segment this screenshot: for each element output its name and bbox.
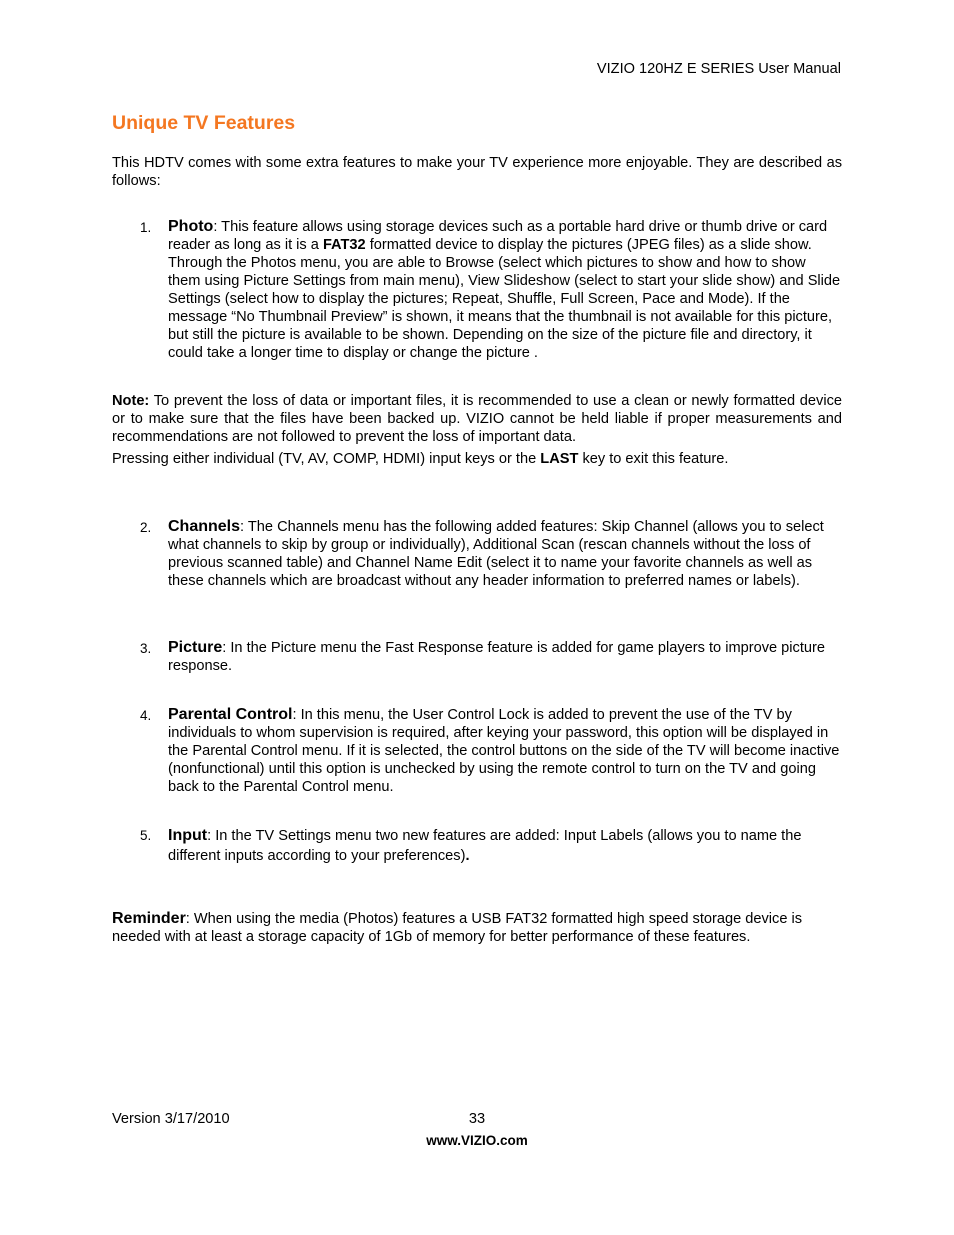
item-text: : The Channels menu has the following added features: Skip Channel (allows you to select what channels to skip by group or individually), Additional Scan (rescan channels without the loss of previous scanned table) and Channel Name Edit (select it to name your favorite channels as well as these channels which are broadcast without any header information to preferred names or labels).	[168, 519, 824, 589]
section-title: Unique TV Features	[112, 112, 296, 134]
term-parental-control: Parental Control	[168, 706, 293, 723]
list-number: 1.	[140, 220, 152, 235]
list-item-photo	[140, 218, 842, 362]
footer-url: www.VIZIO.com	[426, 1133, 528, 1148]
list-number: 3.	[140, 641, 152, 656]
item-tail: .	[465, 848, 470, 864]
note-text: To prevent the loss of data or important files, it is recommended to use a clean or newly formatted device or to make sure that the files have been backed up. VIZIO cannot be held liable if proper measurements and recommendations are not followed to prevent the loss of important data.	[112, 393, 842, 445]
term-photo: Photo	[168, 218, 214, 235]
item-text: formatted device to display the pictures (JPEG files) as a slide show. Through the Photos menu, you are able to Browse (select which pictures to show and how to show them using Picture Settings from main menu), View Slideshow (select to start your slide show) and Slide Settings (select how to display the pictures; Repeat, Shuffle, Full Screen, Pace and Mode). If the message “No Thumbnail Preview” is shown, it means that the thumbnail is not available for this picture, but still the picture is available to be shown. Depending on the size of the picture file and directory, it could take a longer time to display or change the picture .	[168, 237, 841, 361]
note-paragraph	[112, 392, 842, 446]
list-item-picture	[140, 639, 842, 675]
term-input: Input	[168, 827, 208, 844]
list-item-parental-control	[140, 706, 842, 796]
page-number: 33	[468, 1111, 486, 1127]
term-picture: Picture	[168, 639, 223, 656]
item-text: : This feature allows using storage devices such as a portable hard drive or thumb drive or card reader as long as it is a	[168, 219, 828, 253]
exit-text: key to exit this feature.	[578, 451, 729, 467]
manual-title: VIZIO 120HZ E SERIES User Manual	[596, 61, 841, 77]
list-item-body	[168, 218, 842, 362]
bold-last: LAST	[540, 451, 579, 467]
item-text: : In the TV Settings menu two new features are added: Input Labels (allows you to name the different inputs according to your preferences)	[168, 828, 802, 864]
list-item-body	[168, 826, 842, 866]
list-item-channels	[140, 518, 842, 590]
footer-version: Version 3/17/2010	[112, 1111, 230, 1127]
list-number: 2.	[140, 520, 152, 535]
list-item-body	[168, 518, 842, 590]
reminder-label: Reminder	[112, 910, 186, 927]
list-item-input	[140, 826, 842, 866]
list-number: 4.	[140, 708, 152, 723]
list-item-body	[168, 639, 842, 675]
bold-fat32: FAT32	[322, 237, 366, 253]
list-number: 5.	[140, 828, 152, 843]
exit-text: Pressing either individual (TV, AV, COMP, HDMI) input keys or the	[112, 451, 541, 467]
list-item-body	[168, 706, 842, 796]
item-text: : In this menu, the User Control Lock is added to prevent the use of the TV by individuals to whom supervision is required, after keying your password, this option will be displayed in the Parental Control menu. If it is selected, the control buttons on the side of the TV will become inactive (nonfunctional) until this option is unchecked by using the remote control to turn on the TV and going back to the Parental Control menu.	[168, 707, 840, 795]
intro-paragraph: This HDTV comes with some extra features to make your TV experience more enjoyable. They are described as follows:	[112, 155, 842, 189]
item-text: : In the Picture menu the Fast Response feature is added for game players to improve picture response.	[168, 640, 825, 674]
reminder-text: : When using the media (Photos) features a USB FAT32 formatted high speed storage device is needed with at least a storage capacity of 1Gb of memory for better performance of these features.	[112, 911, 803, 945]
exit-instruction	[112, 450, 842, 468]
reminder-paragraph	[112, 910, 842, 946]
note-label: Note:	[112, 393, 150, 409]
term-channels: Channels	[168, 518, 241, 535]
